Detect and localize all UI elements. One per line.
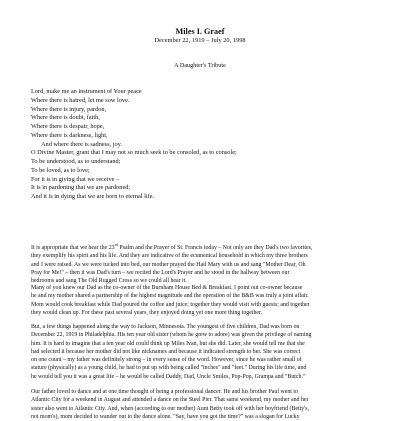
prayer-line: It is in pardoning that we are pardoned;	[31, 184, 131, 192]
document-subtitle: A Daughter's Tribute	[174, 62, 226, 69]
document-title: Miles I. Graef	[175, 27, 225, 36]
prayer-line: Where there is injury, pardon,	[31, 105, 107, 113]
paragraph-line: But, a few things happened along the way to Jackson, Minnesota. The youngest of five children, Dad was born on	[31, 324, 300, 330]
prayer-line: Where there is hatred, let me sow love.	[31, 96, 130, 104]
prayer-line: O Divine Master, grant that I may not so much seek to be consoled, as to console;	[31, 149, 237, 157]
paragraph-line: he would tell you it was a great life – he would be called Daddy, Dad, Uncle Smiles, Pop-Pop, Grampa and "Butch."	[31, 373, 306, 380]
paragraph-line: sister also went to Atlantic City. And, when (according to our mother) Aunt Betty took off with her boyfriend (Betty's,	[31, 405, 310, 412]
prayer-line: Lord, make me an instrument of Your peace	[31, 88, 142, 95]
paragraph-line: December 22, 1919 in Philadelphia. His ten year old sister (whom he grew to adore) was given the privilege of naming	[31, 332, 312, 339]
paragraph-line: Many of you knew our Dad as the co-owner of the Burnham House Bed & Breakfast. I point out co-owner because	[31, 285, 303, 291]
paragraph-line: they exemplify his spirit and his life. And they are indicative of the ecumenical household in which my three brothers	[31, 253, 308, 260]
prayer-of-st-francis	[31, 88, 371, 202]
paragraph-line: him. It is hard to imagine that a ten year old could think up Miles Ivan, but she did. Later, she would tell me that she	[31, 340, 305, 347]
prayer-line: To be loved, as to love;	[31, 166, 90, 174]
paragraph-line: Mom would cook breakfast while Dad poured the coffee and juice; together they would visit with guests; and together	[31, 301, 310, 308]
paragraph-psalm	[31, 244, 369, 285]
prayer-line: For it is in giving that we receive –	[31, 175, 120, 183]
prayer-line: And it is in dying that we are born to eternal life.	[31, 193, 155, 200]
paragraph-burnham-house	[31, 284, 369, 317]
ordinal-suffix: rd	[114, 242, 118, 248]
paragraph-line: Our father loved to dance and at one time thought of being a professional dancer. He and his brother Paul went to	[31, 389, 298, 395]
paragraph-line: stature (physically) as a young child, he had to put up with being called "inches" and "feet." During his life time, and	[31, 365, 307, 372]
paragraph-line: he and my mother shared a partnership of the highest magnitude and the operation of the B&B was truly a joint affair.	[31, 293, 309, 300]
prayer-line: Where there is doubt, faith,	[31, 114, 100, 122]
text-run: It is appropriate that we hear the 23	[31, 245, 115, 251]
paragraph-line: Atlantic City for a weekend in August and attended a dance on the Steel Pier. That same weekend, my mother and her	[31, 397, 309, 404]
prayer-line: Where there is despair, hope,	[31, 123, 105, 130]
prayer-line: To be understood, as to understand;	[31, 158, 121, 165]
paragraph-line: not mom's), mom decided to wander out to the dance alone. "Say, have you got the time?" was a slogan for Lucky	[31, 413, 300, 420]
paragraph-line	[31, 244, 369, 252]
paragraph-line: bedrooms and sang The Old Rugged Cross so we could all hear it.	[31, 278, 187, 285]
paragraph-line: Pray for Me!" – then it was Dad's turn – we recited the Lord's Prayer and he stood in the hallway between our	[31, 269, 290, 276]
document-header	[0, 27, 400, 45]
life-dates: December 22, 1919 – July 20, 1998	[154, 37, 246, 44]
paragraph-line: on one count – my father was definitely strong – in every sense of the word. However, since he was rather small of	[31, 357, 302, 364]
paragraph-line: and I were raised. As we were tucked into bed, our mother prayed the Hail Mary with us and sang "Mother Dear, Oh	[31, 261, 306, 268]
paragraph-dancing	[31, 388, 369, 421]
prayer-line: And where there is sadness, joy.	[41, 140, 122, 148]
prayer-line: Where there is darkness, light,	[31, 131, 108, 139]
text-run: Psalm and the Prayer of St. Francis today – Not only are they Dad's two favorites,	[117, 245, 313, 251]
paragraph-line: had selected it because her mother did not like nicknames and because it indicated strength to her. She was correct	[31, 348, 301, 355]
paragraph-early-life	[31, 323, 369, 381]
paragraph-line: they would clean up. For these past several years, they enjoyed doing yet one more thing together.	[31, 309, 263, 316]
